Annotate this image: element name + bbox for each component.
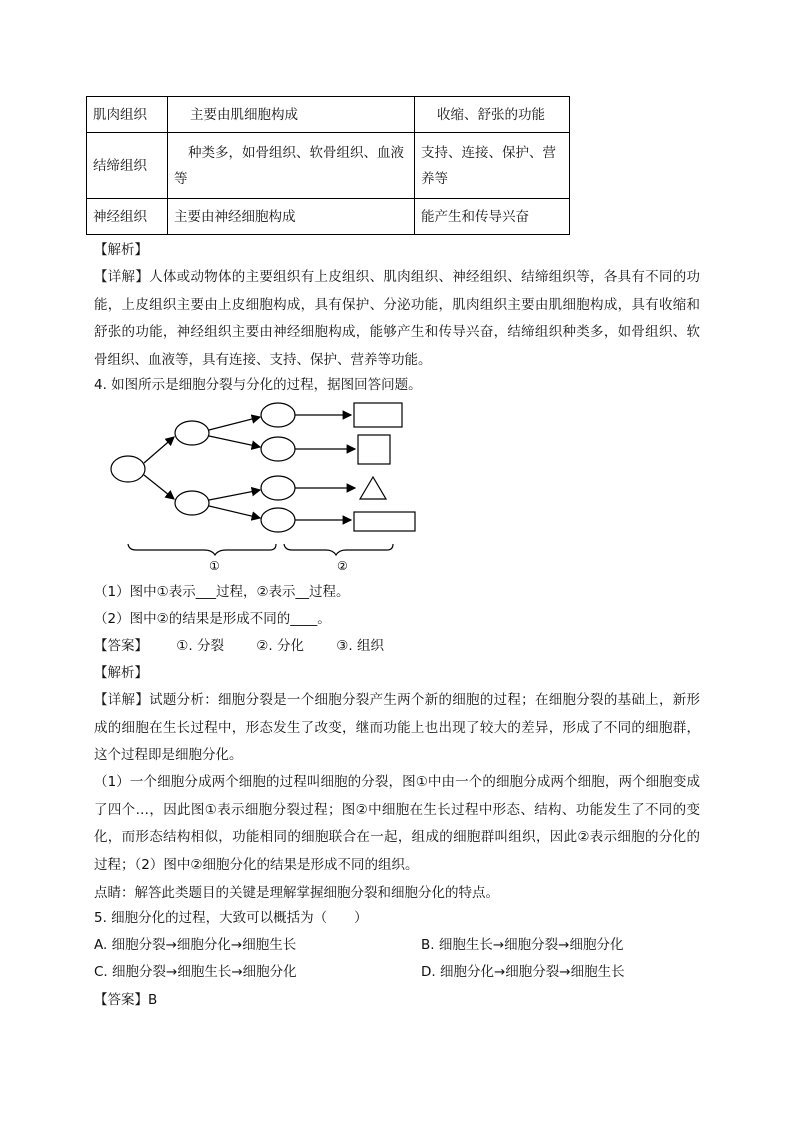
option-d: D. 细胞分化→细胞分裂→细胞生长 (421, 964, 625, 980)
question-4-stem: 4. 如图所示是细胞分裂与分化的过程，据图回答问题。 (94, 377, 422, 393)
analysis-tag: 【解析】 (94, 242, 148, 258)
table-cell: 肌肉组织 (87, 97, 168, 133)
detail-paragraph-2: （1）一个细胞分成两个细胞的过程叫细胞的分裂，图①中由一个的细胞分成两个细胞，两个细胞变成了四个…，因此图①表示细胞分裂过程；图②中细胞在生长过程中形态、结构、功能发生了不同的变化，而形态结构相似，功能相同的细胞联合在一起，组成的细胞群叫组织，因此②表示细胞的分化的过程；（2）图中②细胞分化的结果是形成不同的组织。 (94, 774, 700, 873)
table-cell: 能产生和传导兴奋 (415, 199, 570, 235)
question-5-stem: 5. 细胞分化的过程，大致可以概括为（ ） (94, 910, 368, 926)
brace-1 (128, 544, 276, 555)
answer-2: ②. 分化 (256, 638, 304, 654)
question-4-sub1: （1）图中①表示___过程，②表示__过程。 (94, 584, 350, 600)
label-1: ① (209, 559, 220, 573)
table-row (87, 133, 570, 199)
table-cell: 结缔组织 (87, 133, 168, 199)
daughter-cell-top (175, 421, 209, 445)
answer-line (94, 636, 384, 656)
detail-text: 试题分析：细胞分裂是一个细胞分裂产生两个新的细胞的过程；在细胞分裂的基础上，新形成的细胞在生长过程中，形态发生了改变，继而功能上也出现了较大的差异，形成了不同的细胞群，这个过程即是细胞分化。 (94, 692, 701, 763)
table-row (87, 199, 570, 235)
brace-2 (284, 544, 393, 555)
analysis-tag: 【解析】 (94, 665, 148, 681)
detail-tag: 【详解】 (94, 269, 150, 285)
detail-tag: 【详解】 (94, 692, 150, 708)
tissue-square (358, 435, 390, 464)
answer-value: B (148, 992, 158, 1008)
tissue-rect-flat (354, 512, 415, 531)
detail-paragraph (94, 264, 700, 374)
option-b: B. 细胞生长→细胞分裂→细胞分化 (421, 937, 624, 953)
answer-tag: 【答案】 (94, 992, 148, 1008)
tissue-table (86, 96, 570, 235)
table-row (87, 97, 570, 133)
detail-paragraph (94, 687, 700, 770)
comment: 点睛：解答此类题目的关键是理解掌握细胞分裂和细胞分化的特点。 (94, 885, 499, 901)
daughter-cell-bottom (175, 491, 209, 515)
option-a: A. 细胞分裂→细胞分化→细胞生长 (94, 937, 297, 953)
mother-cell (111, 456, 145, 482)
question-4-sub2: （2）图中②的结果是形成不同的____。 (94, 611, 331, 627)
label-2: ② (337, 559, 348, 573)
q5-answer-line (94, 990, 157, 1010)
detail-text: 人体或动物体的主要组织有上皮组织、肌肉组织、神经组织、结缔组织等，各具有不同的功能，上皮组织主要由上皮细胞构成，具有保护、分泌功能，肌肉组织主要由肌细胞构成，具有收缩和舒张的功能，神经组织主要由神经细胞构成，能够产生和传导兴奋，结缔组织种类多，如骨组织、软骨组织、血液等，具有连接、支持、保护、营养等功能。 (94, 269, 701, 368)
cell-division-diagram (100, 392, 430, 578)
cell-4 (261, 508, 295, 532)
table-cell: 主要由肌细胞构成 (168, 97, 415, 133)
option-c: C. 细胞分裂→细胞生长→细胞分化 (94, 964, 297, 980)
cell-3 (261, 476, 295, 500)
tissue-triangle (360, 477, 386, 499)
answer-tag: 【答案】 (94, 638, 148, 654)
table-cell: 神经组织 (87, 199, 168, 235)
table-cell: 支持、连接、保护、营养等 (415, 133, 570, 199)
answer-3: ③. 组织 (336, 638, 384, 654)
table-cell: 种类多，如骨组织、软骨组织、血液等 (168, 133, 415, 199)
cell-2 (261, 437, 295, 461)
tissue-rect-wide (354, 403, 402, 427)
answer-1: ①. 分裂 (176, 638, 224, 654)
cell-1 (261, 403, 295, 427)
table-cell: 收缩、舒张的功能 (415, 97, 570, 133)
table-cell: 主要由神经细胞构成 (168, 199, 415, 235)
